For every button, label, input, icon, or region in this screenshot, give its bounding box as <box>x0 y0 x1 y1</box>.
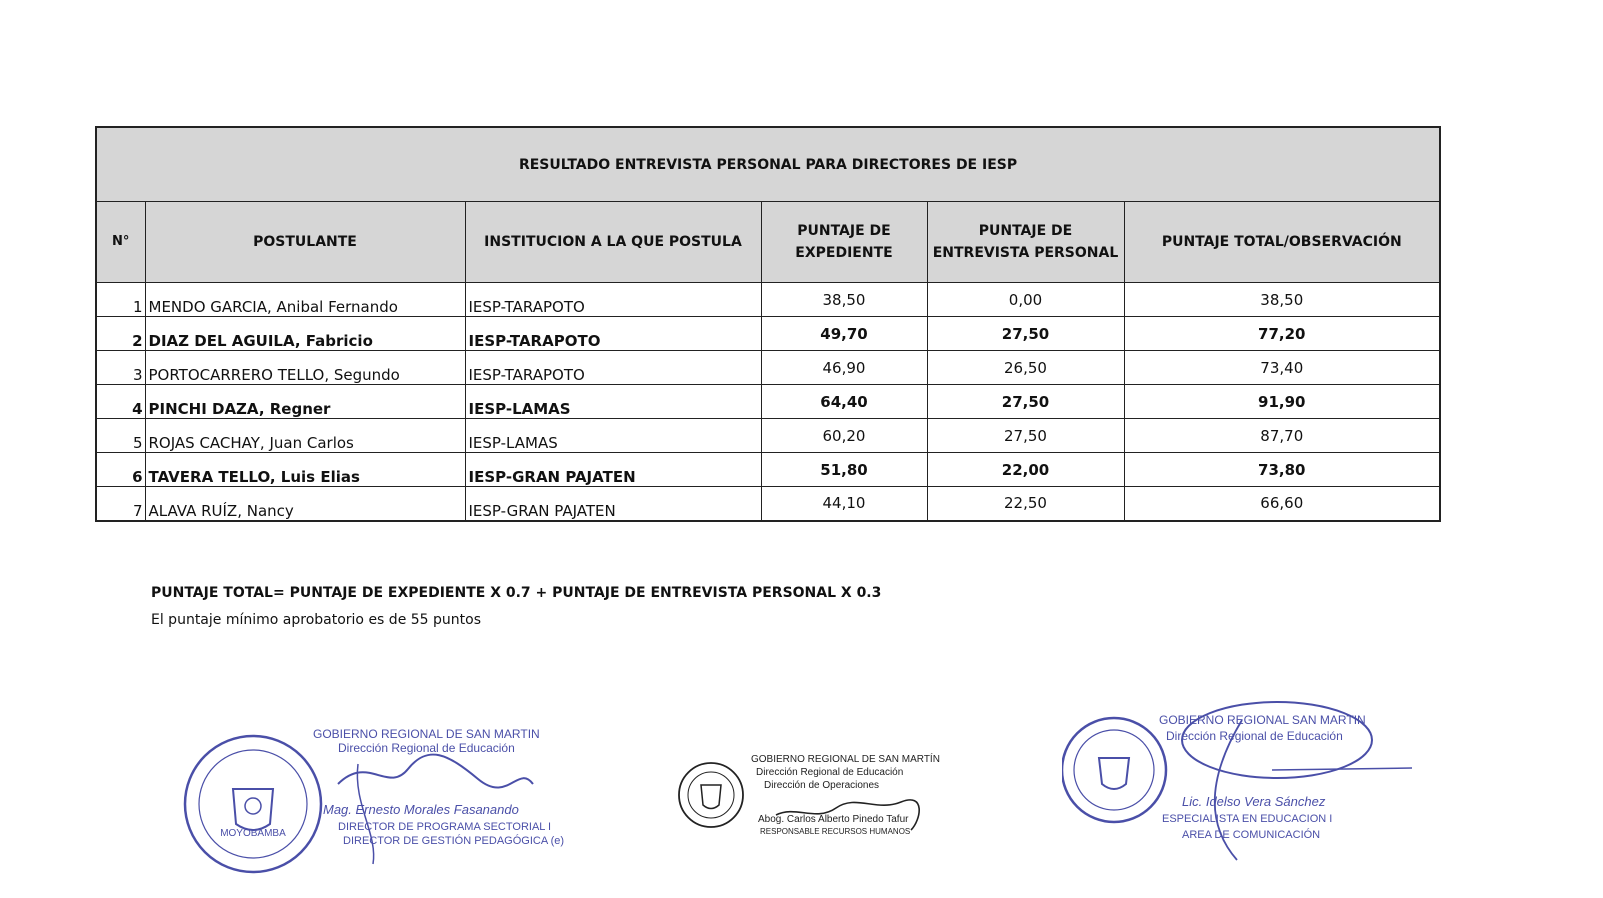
coat-of-arms-icon <box>233 789 273 830</box>
applicant-name: DIAZ DEL AGUILA, Fabricio <box>145 317 465 351</box>
score-entrevista: 27,50 <box>927 317 1124 351</box>
row-number: 1 <box>96 283 145 317</box>
score-entrevista: 26,50 <box>927 351 1124 385</box>
header-row <box>96 202 1440 283</box>
coat-of-arms-icon <box>701 785 721 809</box>
header-entrevista-line1: PUNTAJE DE <box>978 222 1073 239</box>
score-expediente: 64,40 <box>761 385 927 419</box>
institution: IESP-TARAPOTO <box>465 317 761 351</box>
header-postulante: POSTULANTE <box>145 202 465 283</box>
score-total: 91,90 <box>1124 385 1440 419</box>
signature-stamp-1 <box>178 724 598 874</box>
results-sheet <box>95 126 1439 522</box>
score-expediente: 46,90 <box>761 351 927 385</box>
score-entrevista: 0,00 <box>927 283 1124 317</box>
score-expediente: 51,80 <box>761 453 927 487</box>
applicant-name: ROJAS CACHAY, Juan Carlos <box>145 419 465 453</box>
score-expediente: 38,50 <box>761 283 927 317</box>
signer-name-3: Lic. Idelso Vera Sánchez <box>1182 794 1326 809</box>
stamp-org-3: GOBIERNO REGIONAL SAN MARTIN <box>1159 713 1366 727</box>
header-expediente <box>761 202 927 283</box>
signer-name-1: Mag. Ernesto Morales Fasanando <box>323 802 519 817</box>
table-row <box>96 351 1440 385</box>
institution: IESP-TARAPOTO <box>465 283 761 317</box>
row-number: 4 <box>96 385 145 419</box>
applicant-name: PINCHI DAZA, Regner <box>145 385 465 419</box>
header-expediente-line1: PUNTAJE DE <box>797 222 891 239</box>
score-entrevista: 22,00 <box>927 453 1124 487</box>
signature-stamp-2 <box>676 750 946 860</box>
score-total: 73,40 <box>1124 351 1440 385</box>
minimum-score-note: El puntaje mínimo aprobatorio es de 55 puntos <box>151 612 481 628</box>
score-total: 87,70 <box>1124 419 1440 453</box>
header-expediente-line2: EXPEDIENTE <box>795 245 893 261</box>
score-entrevista: 27,50 <box>927 419 1124 453</box>
score-expediente: 44,10 <box>761 487 927 521</box>
results-table <box>95 126 1441 522</box>
applicant-name: MENDO GARCIA, Anibal Fernando <box>145 283 465 317</box>
score-formula: PUNTAJE TOTAL= PUNTAJE DE EXPEDIENTE X 0.7 + PUNTAJE DE ENTREVISTA PERSONAL X 0.3 <box>151 585 882 601</box>
signer-name-2: Abog. Carlos Alberto Pinedo Tafur <box>758 814 909 825</box>
stamp-dept-2: Dirección Regional de Educación <box>756 767 904 778</box>
signer-role-1b: DIRECTOR DE GESTIÓN PEDAGÓGICA (e) <box>343 835 565 847</box>
stamp-dept-3: Dirección Regional de Educación <box>1166 729 1343 743</box>
score-expediente: 49,70 <box>761 317 927 351</box>
applicant-name: PORTOCARRERO TELLO, Segundo <box>145 351 465 385</box>
institution: IESP-GRAN PAJATEN <box>465 453 761 487</box>
institution: IESP-LAMAS <box>465 385 761 419</box>
seal-city: MOYOBAMBA <box>220 828 286 839</box>
results-body <box>96 283 1440 521</box>
score-total: 66,60 <box>1124 487 1440 521</box>
row-number: 3 <box>96 351 145 385</box>
table-title: RESULTADO ENTREVISTA PERSONAL PARA DIRECTORES DE IESP <box>96 127 1440 202</box>
score-expediente: 60,20 <box>761 419 927 453</box>
signature-block-director <box>178 724 598 874</box>
stamp-org-2: GOBIERNO REGIONAL DE SAN MARTÍN <box>751 754 940 765</box>
signature-block-specialist <box>1062 700 1442 870</box>
signer-role-2: RESPONSABLE RECURSOS HUMANOS <box>760 827 911 836</box>
applicant-name: ALAVA RUÍZ, Nancy <box>145 487 465 521</box>
table-row <box>96 283 1440 317</box>
handwritten-signature-1 <box>338 755 533 788</box>
institution: IESP-LAMAS <box>465 419 761 453</box>
signer-role-3b: AREA DE COMUNICACIÓN <box>1182 829 1321 841</box>
row-number: 2 <box>96 317 145 351</box>
stamp-office-2: Dirección de Operaciones <box>764 780 880 791</box>
institution: IESP-TARAPOTO <box>465 351 761 385</box>
stamp-org-1: GOBIERNO REGIONAL DE SAN MARTIN <box>313 727 540 741</box>
score-entrevista: 22,50 <box>927 487 1124 521</box>
table-row <box>96 419 1440 453</box>
applicant-name: TAVERA TELLO, Luis Elias <box>145 453 465 487</box>
signature-block-hr <box>676 750 946 860</box>
score-total: 77,20 <box>1124 317 1440 351</box>
score-total: 38,50 <box>1124 283 1440 317</box>
row-number: 5 <box>96 419 145 453</box>
table-row <box>96 385 1440 419</box>
row-number: 6 <box>96 453 145 487</box>
signer-role-3a: ESPECIALISTA EN EDUCACION I <box>1162 813 1333 825</box>
signer-role-1a: DIRECTOR DE PROGRAMA SECTORIAL I <box>338 821 552 833</box>
header-no: N° <box>96 202 145 283</box>
institution: IESP-GRAN PAJATEN <box>465 487 761 521</box>
header-total: PUNTAJE TOTAL/OBSERVACIÓN <box>1124 202 1440 283</box>
signature-stamp-3 <box>1062 700 1442 870</box>
row-number: 7 <box>96 487 145 521</box>
table-row <box>96 487 1440 521</box>
header-entrevista-line2: ENTREVISTA PERSONAL <box>932 245 1119 261</box>
table-row <box>96 453 1440 487</box>
score-entrevista: 27,50 <box>927 385 1124 419</box>
score-total: 73,80 <box>1124 453 1440 487</box>
header-entrevista <box>927 202 1124 283</box>
stamp-dept-1: Dirección Regional de Educación <box>338 741 515 755</box>
coat-of-arms-icon <box>1099 758 1129 789</box>
table-row <box>96 317 1440 351</box>
header-institucion: INSTITUCION A LA QUE POSTULA <box>465 202 761 283</box>
